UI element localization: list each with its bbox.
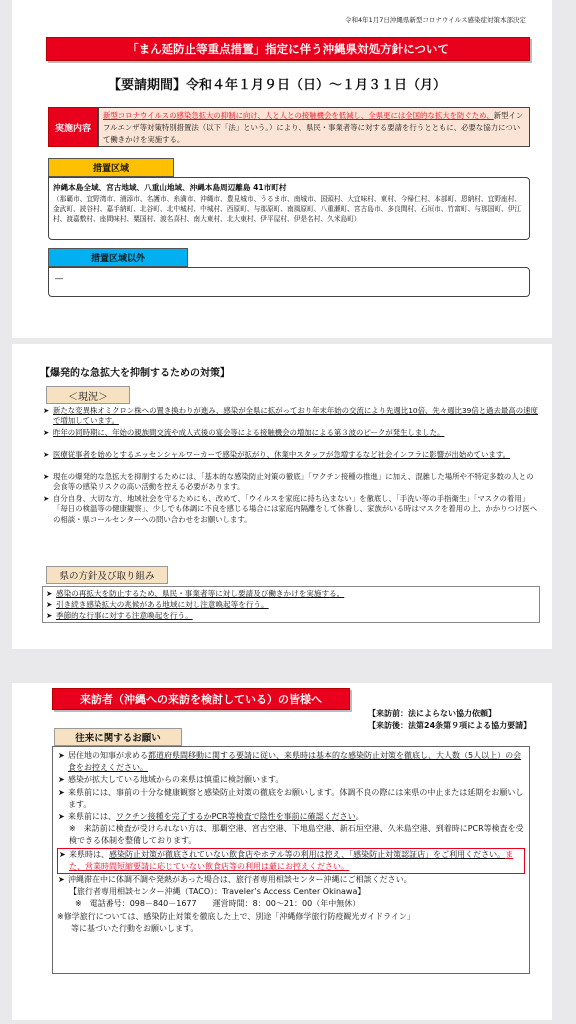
status-list — [42, 406, 540, 526]
request-list — [57, 750, 525, 823]
request-list-2 — [57, 848, 525, 887]
content-label: 実施内容 — [48, 107, 98, 147]
policy-label: 県の方針及び取り組み — [46, 566, 168, 584]
school-trip-note-2: 等に基づいた行動をお願いします。 — [71, 923, 199, 933]
page-3 — [12, 683, 552, 1020]
status-item: ➤ 医療従事者を始めとするエッセンシャルワーカーで感染が拡がり、休業中スタッフが急増するなど社会インフラに影響が出始めています。 — [43, 450, 511, 459]
policy-item: ➤ 季節的な行事に対する注意喚起を行う。 — [46, 611, 193, 620]
content-text — [98, 107, 530, 147]
status-label: ＜現況＞ — [46, 386, 130, 404]
section-title: 【爆発的な急拡大を抑制するための対策】 — [40, 368, 230, 379]
outside-area-text: ― — [55, 274, 63, 283]
policy-item: ➤ 感染の再拡大を防止するため、県民・事業者等に対し要請及び働きかけを実施する。 — [46, 589, 345, 598]
status-item: ➤ 昨年の同時期に、年始の親族間交流や成人式後の宴会等による接触機会の増加による第３波のピークが発生しました。 — [43, 428, 445, 437]
school-trip-note: ※修学旅行については、感染防止対策を徹底した上で、別途「沖縄修学旅行防疫観光ガイドライン」 — [57, 911, 415, 921]
measure-area-title: 沖縄本島全域、宮古地域、八重山地域、沖縄本島周辺離島 41市町村 — [53, 183, 287, 192]
measure-area-label: 措置区域 — [48, 158, 174, 177]
policy-banner: 「まん延防止等重点措置」指定に伴う沖縄県対処方針について — [46, 37, 530, 61]
request-period: 【要請期間】令和４年１月９日（日）～１月３１日（月） — [108, 78, 447, 93]
outside-area-label: 措置区域以外 — [48, 248, 188, 267]
request-box — [52, 746, 530, 974]
measure-area-list: （那覇市、宜野湾市、浦添市、名護市、糸満市、沖縄市、豊見城市、うるま市、南城市、国頭村、大宜味村、東村、今帰仁村、本部町、恩納村、宜野座村、金武町、読谷村、嘉手納町、北谷町、北中城村、中城村、西原町、与那原町、南風原町、八重瀬町、宮古島市、多良間村、石垣市、竹富町、与那国町、伊江村、渡嘉敷村、座間味村、粟国村、渡名喜村、南大東村、北大東村、伊平屋村、伊是名村、久米島町） — [53, 195, 522, 223]
request-item: ➤ 感染が拡大している地域からの来県は慎重に検討願います。 — [58, 775, 284, 785]
page-1 — [12, 0, 552, 338]
taco-phone: ※ 電話番号：098－840－1677 運営時間：8：00～21：00（年中無休） — [75, 899, 361, 909]
policy-item: ➤ 引き続き感染拡大の兆候がある地域に対し注意喚起等を行う。 — [46, 600, 269, 609]
airport-note: ※ 来訪前に検査が受けられない方は、那覇空港、宮古空港、下地島空港、新石垣空港、久米島空港、到着時にPCR等検査を受検できる体制を整備しております。 — [69, 824, 524, 846]
status-item: ➤ 自分自身、大切な方、地域社会を守るためにも、改めて、「ウイルスを家庭に持ち込まない」を徹底し、「手洗い等の手指衛生」「マスクの着用」「毎日の検温等の健康観察」、少しでも体調に不良を感じる場合には家庭内隔離をして休養し、家族がいる時はマスクを着用の上、かかりつけ医への相談・県コールセンターへの問い合わせをお願いします。 — [43, 494, 538, 524]
request-item: ➤ 来県前には、ワクチン接種を完了するかPCR等検査で陰性を事前に確認ください。 — [58, 812, 364, 822]
request-item-consult: ➤ 沖縄滞在中に体調不調や発熱があった場合は、旅行者専用相談センター沖縄にご相談ください。 — [58, 875, 412, 885]
request-item: ➤ 来県前には、事前の十分な健康観察と感染防止対策の徹底をお願いします。体調不良の際には来県の中止または延期をお願いします。 — [58, 787, 524, 809]
measure-area-box — [48, 177, 530, 240]
outside-area-box — [48, 267, 530, 297]
note-after-visit: 【来訪後：法第24条第９項による協力要請】 — [368, 721, 532, 730]
status-item: ➤ 現在の爆発的な急拡大を抑制するためには、「基本的な感染防止対策の徹底」「ワクチン接種の推進」に加え、混雑した場所や不特定多数の人との会食等の感染リスクの高い活動を控える必要があります。 — [43, 472, 534, 492]
content-text-rest: 新型インフルエンザ等対策特別措置法（以下「法」という。）により、県民・事業者等に対する要請を行うとともに、必要な協力について働きかけを実施する。 — [103, 111, 524, 144]
request-item-restaurant: ➤ 来県時は、感染防止対策が徹底されていない飲食店やホテル等の利用は控え、「感染防止対策認証店」をご利用ください。また、営業時間短縮要請に応じていない飲食店等の利用は厳にお控えください。 — [57, 848, 525, 874]
page-2 — [12, 344, 552, 649]
request-label: 往来に関するお願い — [54, 728, 182, 746]
policy-list — [42, 586, 540, 623]
request-item: ➤ 居住地の知事が求める都道府県間移動に関する要請に従い、来県時は基本的な感染防止対策を徹底し、大人数（5人以上）の会食をお控えください。 — [58, 751, 522, 773]
taco-info: 【旅行者専用相談センター沖縄（TACO）：Traveler’s Access Center Okinawa】 — [69, 887, 366, 897]
header-note: 令和4年1月7日沖縄県新型コロナウイルス感染症対策本部決定 — [344, 16, 526, 24]
visitors-banner: 来訪者（沖縄への来訪を検討している）の皆様へ — [52, 688, 350, 710]
content-text-emphasis: 新型コロナウイルスの感染急拡大の抑制に向け、人と人との接触機会を低減し、全県更には全国的な拡大を防ぐため、 — [103, 111, 494, 120]
status-item: ➤ 新たな変異株オミクロン株への置き換わりが進み、感染が全県に拡がっており年末年始の交流により先週比10倍、先々週比39倍と過去最高の速度で増加しています。 — [43, 406, 538, 426]
note-before-visit: 【来訪前：法によらない協力依頼】 — [368, 709, 496, 718]
